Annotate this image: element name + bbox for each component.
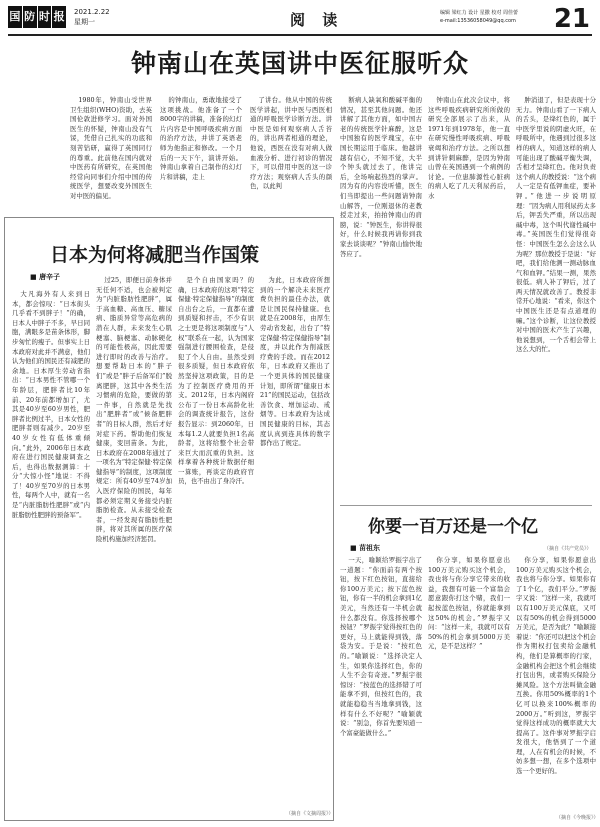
article1-col5 bbox=[428, 96, 510, 360]
article2-author: 唐辛子 bbox=[39, 273, 61, 281]
logo-char: 国 bbox=[8, 6, 22, 28]
article3-title: 你要一百万还是一个亿 bbox=[368, 517, 538, 537]
article2-col4 bbox=[260, 276, 330, 806]
issue-date bbox=[74, 7, 110, 27]
main-headline: 钟南山在英国讲中医征服听众 bbox=[130, 49, 469, 78]
article1-col4-text: 断病人缺氧和酸碱平衡的情况，甚至其他问题。他还讲解了其他方面，如中国古老的传统医学针麻醉，这是中国独有的医学瑰宝，在中国长期运用于临床。他越讲越有信心，不知不觉，大半个钟头就过去了，他讲完后，全场响起热烈的掌声。因为有的内容没听懂，医生们当即提出一些问题请钟南山解答，一位刚退休的老教授走过来，拍拍钟南山的肩膀，说：“钟医生，你讲得很好，什么时候我再请你到我家去谈谈呢？”钟南山愉快地答应了。 bbox=[340, 96, 422, 258]
page-number: 21 bbox=[553, 4, 590, 34]
weekday-text: 星期一 bbox=[74, 18, 95, 26]
article2-source: （摘自《文摘周报》） bbox=[286, 811, 334, 817]
article1-col2 bbox=[160, 96, 242, 210]
editors-text: 编辑 梁红力 设计 星撒 校对 周佳蕾 bbox=[440, 10, 518, 16]
article1-col6 bbox=[516, 96, 596, 500]
article1-col1-text: 1980年，钟南山受世界卫生组织(WHO)资助，去英国伦敦进修学习。面对外国医生的怀疑，钟南山没有气馁，凭借自己扎实的功底和刻苦钻研，赢得了英国同行的尊重。此前他在国内就对中医药有所研究，在英国他经常向同事们介绍中国的传统医学，想要改变外国医生对中医的偏见。 bbox=[70, 96, 152, 200]
article3-col2-text: 你分享，如果你愿意出100万美元购买这个机会，我也将与你分享它带来的收益，我想有可能一个富翁会愿意跟你打这个赌，我们一起按蓝色按钮，你就能拿到这50%的机会。”罗振宇又问：“这样一来，我就可以有50%的机会拿到5000万美元，是不是这样？” bbox=[428, 556, 510, 651]
article3-col2 bbox=[428, 556, 510, 822]
article1-col3-text: 了讲台。他从中国的传统医学讲起，讲中医与西医相通的呼吸医学诊断方法。讲中医是如何观察病人舌苔的，讲出两者相通的理论，他说，西医在没有对病人做血液分析、进行初诊的情况下，可以借用中医的这一诊疗方法；观察病人舌头的颜色，以此判 bbox=[250, 96, 332, 191]
article2-col4-text: 为此，日本政府所想到的一个解决未来医疗费负担的最佳办法，就是让国民保持健康。也就是在2008年，由厚生劳动省发起，出台了“特定保健·特定保健指导”制度，并以此作为削减医疗费的手段。而在2012年，日本政府又推出了一个更具体的国民健康计划，即所谓“健康日本21”的国民运动，包括改善饮食、增加运动、戒烟等。日本政府为达成国民健康的目标，其态度认真到连具体的数字都作出了规定。 bbox=[260, 276, 330, 448]
article3-col1-text: 一天，喻颖给罗振宇出了一道题：“你面前有两个按钮，按下红色按钮，直接给你100万美元；按下蓝色按钮，你有一半的机会拿到1亿美元，当然还有一半机会就什么都没有。你选择按哪个按钮？”罗振宇觉得按红色的更好，马上就能得到钱，落袋为安。于是说：“按红色的。”喻颖说：“选择决定人生，如果你选择红色，你的人生不会有奇迹。”罗振宇很惊讶：“按蓝色的选择错了可能拿不到，但按红色的，我就能稳稳当当地拿到钱，这样有什么不好呢？”喻颖就说：“别急，你首先要知道一个富豪能做什么。” bbox=[340, 556, 422, 737]
article2-col1 bbox=[12, 290, 90, 816]
email-text: e-mail:13536058049@qq.com bbox=[440, 18, 516, 24]
article2-col2-text: 过25，即便日前身体并无任何不适，也会被判定为“内脏脂肪性肥胖”，属于高血糖、高血压、糖尿病、脂质异常等高危病的潜在人群，未来发生心肌梗塞、脑梗塞、动脉硬化的可能性极高，因此需要进行即时的改善与治疗。想要帮助日本的“胖子们”或是“胖子后备军们”脱离肥胖，这其中各类生活习惯病的危险，要做的第一件事，自然就是先找出“肥胖者”或“候备肥胖者”的目标人群，然后才好对症下药。帮助他们恢复健康，变回苗条。为此，日本政府在2008年通过了一项名为“特定保健·特定保健指导”的制度，这项制度规定：所有40岁至74岁加入医疗保险的国民，每年都必须定期义务接受内脏脂肪检查。从未接受检查者，一经发现有脂肪性肥胖，将对其所属的医疗保险机构施加经济惩罚。 bbox=[96, 276, 172, 544]
article1-col3 bbox=[250, 96, 332, 210]
logo-char: 防 bbox=[23, 6, 37, 28]
article3-col3-text: 你分享，如果你愿意出100万美元购买这个机会，我也将与你分享。如果你有了1个亿，我们平分。”罗振宇又说：“这样一来，我就可以有100万美元保底，又可以有50%的机会得到5000万美元，是否为此？”喻颖接着说：“你还可以把这个机会作为期权打包卖给金融机构，他们是算概率的行家，金融机构会把这个机会继续打包出售，或者购买保险分摊风险。这个方法叫做金融互换。你用50%概率的1个亿可以换来100%概率的2000万。”听到这，罗振宇觉得这样成功的概率就大大提高了。这件事对罗振宇启发很大，他悟到了一个道理，人在有机会的时候，不妨多想一想，在多个选项中选一个更好的。 bbox=[516, 556, 596, 776]
article1-col4 bbox=[340, 96, 422, 360]
article1-source: （摘自《共产党员》） bbox=[544, 546, 592, 552]
logo-char: 报 bbox=[52, 6, 66, 28]
date-text: 2021.2.22 bbox=[74, 8, 110, 16]
article1-col5-text: 钟南山在此次会议中，将这些呼吸疾病研究所所做的研究全部展示了出来，从1971年到1978年，他一直在研究慢性呼吸疾病、呼吸衰竭和治疗方法。之所以想到讲针刺麻醉，是因为钟南山曾在英国遇到一个病例的讨论。一位患肺源性心脏病的病人吃了几天利尿药后，水 bbox=[428, 96, 510, 200]
article2-col3-text: 是个自由国家吗？的确，日本政府的这项“特定保健·特定保健指导”的制度自出台之后，一直都在遭到质疑和抨击，不少有识之士更是将这项制度与“人权”联系在一起，认为国家强制进行腰围检查，是侵犯了个人自由。虽然受到很多质疑，但日本政府依然坚持这项政策，目的是为了控制医疗费用的开支。2012年，日本内阁府公布了一份日本高龄化社会的调查统计报告，这份报告显示：到2060年，日本每1.2人就要负担1名高龄者，这将给整个社会带来巨大而沉重的负担。这样拿着各种统计数据仔细一算账，再谈定的政府官员，也不由出了身冷汗。 bbox=[178, 276, 254, 486]
article1-col1 bbox=[70, 96, 152, 210]
editor-credits bbox=[440, 9, 560, 25]
article3-divider bbox=[340, 505, 592, 506]
article3-col1 bbox=[340, 556, 422, 822]
article2-col1-text: 大凡海外有人来到日本，都会惊叹：“日本街头几乎看不到胖子！”的确，日本人中胖子不多，早日同胞，满眼多是苗条体形，脚步匆忙的瘦子。但事实上日本政府对此并不满意，他们认为他们的国民还有减肥的余地。日本厚生劳动省指出：“日本男性不管哪一个年龄层，肥胖者比10年前、20年前都增加了，尤其是40岁至60岁男性，肥胖者比例过半，日本女性的肥胖者则有减少。20岁至40岁女性有低体重倾向。”此外，2006年日本政府在进行国民健康调查之后，也得出数据测算：十分“大惊小怪”地说：不得了！40岁至70岁的日本男性，每两个人中，就有一名是“内脏脂肪性肥胖”或“内脏脂肪性肥胖的预备军”。 bbox=[12, 290, 90, 519]
article1-col6-text: 肿消退了，但是表现十分无力。钟南山看了一下病人的舌头，是绛红色的，属于中医学里说的阴虚火旺，在呼吸所中，他遇到过很多这样的病人，知道这样的病人可能出现了酸碱平衡失调，舌相才呈绛红色。他对负责这个病人的教授说：“这个病人一定是有低钾血症，要补钾。”他进一步说明原理：“因为病人用利尿药太多后，钾丢失严重，所以出现碱中毒，这个叫代谢性碱中毒。”英国医生们觉得很奇怪：中国医生怎么会这么认为呢？那位教授于是说：“好吧，我们给他测一测动脉血气和血钾。”结果一测，果然很低。病人补了钾后，过了两天情况就改善了。教授非常开心地说：“看来，你这个中国医生还是有点道理的嘛。”这个诊断，让这位教授对中国的医术产生了兴趣，他说想到，一个舌相会带上这么大的忙。 bbox=[516, 96, 596, 354]
article2-col2 bbox=[96, 276, 172, 816]
article3-source: （摘自《今晚报》） bbox=[556, 815, 599, 821]
newspaper-logo bbox=[8, 6, 66, 34]
article3-author: 苗祖东 bbox=[359, 544, 381, 552]
article2-col3 bbox=[178, 276, 254, 816]
article2-title: 日本为何将减肥当作国策 bbox=[50, 244, 260, 266]
article1-col2-text: 的钟南山，勇敢地接受了这项挑战。他准备了一个8000字的讲稿，准备的幻灯片内容是中国呼吸疾病方面的治疗方法，并讲了英语老师为他指正和修改。一个月后的一天下午，演讲开始。钟南山拿着自己制作的幻灯片和讲稿，走上 bbox=[160, 96, 242, 181]
article3-byline: ■ 苗祖东 bbox=[350, 544, 381, 552]
section-title: 阅 读 bbox=[290, 11, 344, 29]
article2-byline: ■ 唐辛子 bbox=[30, 273, 61, 281]
article3-col3 bbox=[516, 556, 596, 812]
logo-char: 时 bbox=[38, 6, 52, 28]
masthead bbox=[8, 6, 592, 36]
